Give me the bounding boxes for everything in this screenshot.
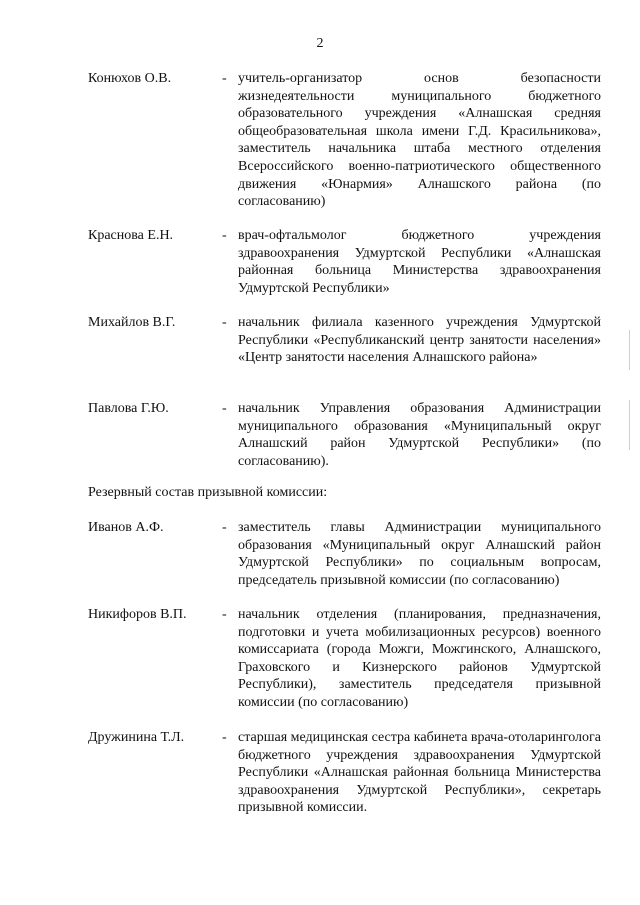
page-number: 2 — [316, 36, 324, 51]
scan-artifact — [629, 330, 630, 370]
member-name: Павлова Г.Ю. — [88, 401, 169, 416]
member-name: Дружинина Т.Л. — [88, 730, 185, 745]
member-name: Краснова Е.Н. — [88, 228, 174, 243]
dash-separator: - — [222, 730, 227, 745]
member-description: начальник отделения (планирования, предназначения, подготовки и учета мобилизационных ресурсов) военного комиссариата (города Можги, Можгинского, Алнашского, Граховского и Кизнерского районов Удмуртской Республики), заместитель председателя призывной комиссии (по согласованию) — [238, 607, 601, 710]
scan-artifact — [629, 400, 630, 450]
member-description: начальник Управления образования Администрации муниципального образования «Муниципальный округ Алнашский район Удмуртской Республики» (по согласованию). — [238, 401, 601, 469]
dash-separator: - — [222, 315, 227, 330]
dash-separator: - — [222, 520, 227, 535]
member-name: Никифоров В.П. — [88, 607, 187, 622]
member-name: Михайлов В.Г. — [88, 315, 176, 330]
dash-separator: - — [222, 71, 227, 86]
member-description: врач-офтальмолог бюджетного учреждения здравоохранения Удмуртской Республики «Алнашская районная больница Министерства здравоохранения Удмуртской Республики» — [238, 228, 601, 296]
member-description: начальник филиала казенного учреждения Удмуртской Республики «Республиканский центр занятости населения» «Центр занятости населения Алнашского района» — [238, 315, 601, 366]
dash-separator: - — [222, 607, 227, 622]
member-name: Конюхов О.В. — [88, 71, 172, 86]
dash-separator: - — [222, 401, 227, 416]
dash-separator: - — [222, 228, 227, 243]
reserve-section-heading: Резервный состав призывной комиссии: — [88, 485, 328, 500]
member-name: Иванов А.Ф. — [88, 520, 164, 535]
member-description: старшая медицинская сестра кабинета врача-отоларинголога бюджетного учреждения здравоохранения Удмуртской Республики «Алнашская районная больница Министерства здравоохранения Удмуртской Республики», секретарь призывной комиссии. — [238, 730, 601, 816]
member-description: учитель-организатор основ безопасности жизнедеятельности муниципального бюджетного образовательного учреждения «Алнашская средняя общеобразовательная школа имени Г.Д. Красильникова», заместитель начальника штаба местного отделения Всероссийского военно-патриотического общественного движения «Юнармия» Алнашского района (по согласованию) — [238, 71, 601, 210]
member-description: заместитель главы Администрации муниципального образования «Муниципальный округ Алнашский район Удмуртской Республики» по социальным вопросам, председатель призывной комиссии (по согласованию) — [238, 520, 601, 588]
